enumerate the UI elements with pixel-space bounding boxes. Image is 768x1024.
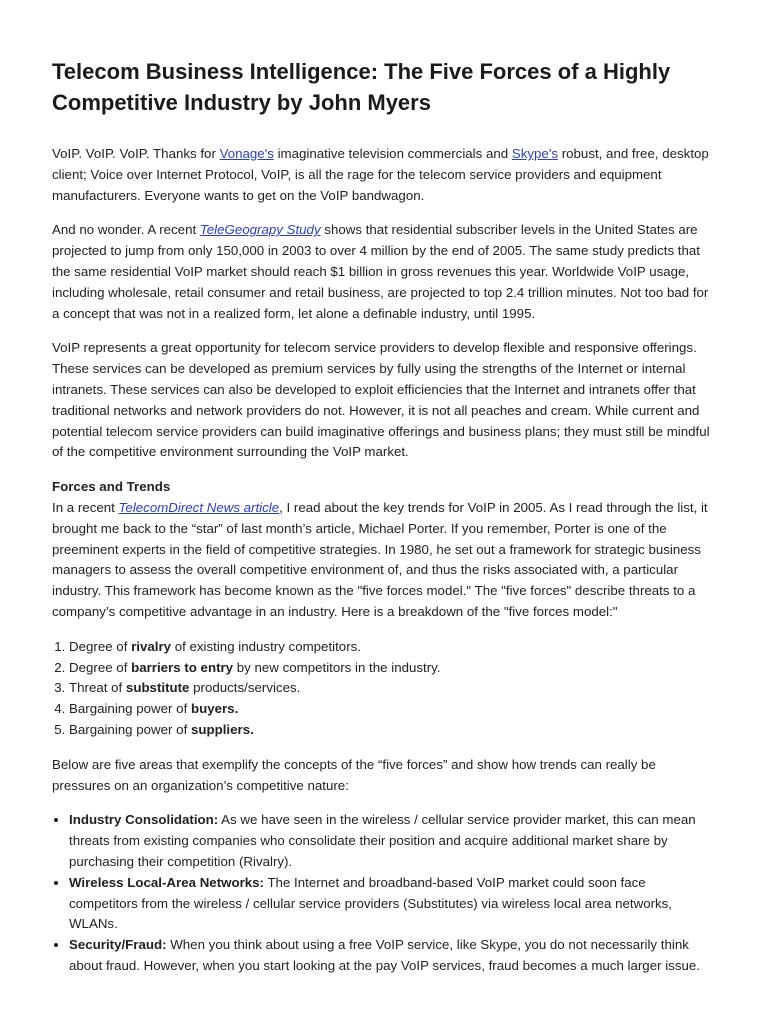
list-item: 2. Degree of barriers to entry by new competitors in the industry.: [69, 658, 716, 679]
text: robust, and free, desktop client; Voice over Internet Protocol, VoIP, is all the rage for the telecom service providers and equipment manufacturers. Everyone wants to get on the VoIP bandwagon.: [52, 146, 709, 203]
text: VoIP. VoIP. VoIP. Thanks for: [52, 146, 220, 161]
list-item: • Wireless Local-Area Networks: The Internet and broadband-based VoIP market could soon face competitors from the wireless / cellular service providers (Substitutes) via wireless local area networks, WLANs.: [69, 873, 716, 935]
telecomdirect-link[interactable]: TelecomDirect News article: [118, 499, 280, 515]
opportunity-paragraph: VoIP represents a great opportunity for telecom service providers to develop flexible and responsive offerings. These services can be developed as premium services by fully using the strengths of the Internet or internal intranets. These services can also be developed to exploit efficiencies that the Internet and intranets offer that traditional networks and network providers do not. However, it is not all peaches and cream. While current and potential telecom service providers can build imaginative offerings and business plans; they must still be mindful of the competitive environment surrounding the VoIP market.: [52, 340, 710, 460]
list-item: • Industry Consolidation: As we have seen in the wireless / cellular service provider market, this can mean threats from existing companies who consolidate their position and acquire additional market share by purchasing their competition (Rivalry).: [69, 810, 716, 872]
article-title: Telecom Business Intelligence: The Five Forces of a Highly Competitive Industry by John Myers: [52, 59, 671, 115]
text: And no wonder. A recent: [52, 222, 200, 238]
vonage-link[interactable]: Vonage's: [219, 146, 274, 161]
section-heading: Forces and Trends: [52, 479, 171, 495]
text: shows that residential subscriber levels in the United States are projected to jump from only 150,000 in 2003 to over 4 million by the end of 2005. The same study predicts that the same residential VoIP market should reach $1 billion in gross revenues this year. Worldwide VoIP usage, including wholesale, retail consumer and retail business, are projected to top 2.4 trillion minutes. Not too bad for a concept that was not in a realized form, let alone a definable industry, until 1995.: [52, 222, 709, 321]
skype-link[interactable]: Skype's: [511, 146, 559, 161]
intro-paragraph: [52, 144, 716, 206]
list-item: 5. Bargaining power of suppliers.: [69, 720, 716, 741]
telegeography-link[interactable]: TeleGeograpy Study: [199, 222, 321, 238]
list-item: • Security/Fraud: When you think about using a free VoIP service, like Skype, you do not necessarily think about fraud. However, when you start looking at the pay VoIP services, fraud becomes a much larger issue.: [69, 935, 716, 977]
list-item: 3. Threat of substitute products/services.: [69, 678, 716, 699]
text: imaginative television commercials and: [273, 146, 512, 161]
forces-paragraph: [52, 498, 716, 623]
list-item: 4. Bargaining power of buyers.: [69, 699, 716, 720]
text: , I read about the key trends for VoIP in 2005. As I read through the list, it brought me back to the “star” of last month’s article, Michael Porter. If you remember, Porter is one of the preeminent experts in the field of competitive strategies. In 1980, he set out a framework for strategic business managers to assess the overall competitive environment of, and thus the risks associated with, a particular industry. This framework has become known as the "five forces model." The "five forces" describe threats to a company’s competitive advantage in an industry. Here is a breakdown of the "five forces model:": [52, 499, 708, 619]
study-paragraph: [52, 220, 716, 324]
list-item: 1. Degree of rivalry of existing industry competitors.: [69, 637, 716, 658]
text: In a recent: [52, 499, 119, 515]
areas-list: [52, 810, 716, 976]
five-forces-list: [52, 637, 716, 741]
areas-intro-paragraph: Below are five areas that exemplify the concepts of the “five forces” and show how trends can really be pressures on an organization’s competitive nature:: [52, 756, 656, 793]
